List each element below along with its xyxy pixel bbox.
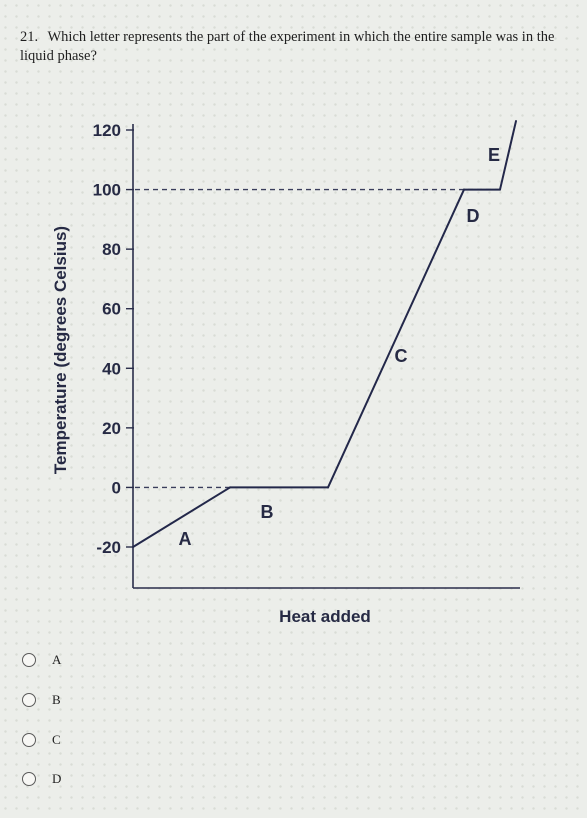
segment-label-e: E [487,145,501,165]
segment-label-a: A [178,529,192,549]
y-tick-label: 40 [102,359,121,379]
option-d-radio[interactable] [22,772,36,786]
y-tick-label: 60 [102,299,121,319]
option-d-label: D [52,771,62,786]
y-tick-label: -20 [96,538,121,557]
y-tick-label: 80 [102,240,121,260]
y-tick-label: 20 [102,418,121,438]
option-c-label: C [52,732,61,747]
option-b-label: B [52,692,61,707]
option-c-radio[interactable] [22,733,36,747]
segment-label-d: D [466,206,480,226]
option-b-radio[interactable] [22,693,36,707]
option-d[interactable] [22,769,142,789]
y-axis-title: Temperature (degrees Celsius) [51,225,70,475]
curve-segment-c [328,190,464,488]
option-b[interactable] [22,690,142,710]
segment-label-c: C [394,346,408,366]
x-axis-title: Heat added [279,607,371,626]
question-number: 21. [20,29,39,45]
option-a[interactable] [22,650,142,670]
y-tick-label: 120 [92,121,121,140]
option-a-radio[interactable] [22,653,36,667]
question-text: Which letter represents the part of the experiment in which the entire sample was in the liquid phase? [20,29,555,64]
curve-segment-e [500,121,516,190]
segment-label-b: B [260,502,274,522]
y-tick-label: 100 [92,180,121,200]
option-c[interactable] [22,730,142,750]
option-a-label: A [52,652,62,667]
y-tick-label: 0 [111,478,121,498]
